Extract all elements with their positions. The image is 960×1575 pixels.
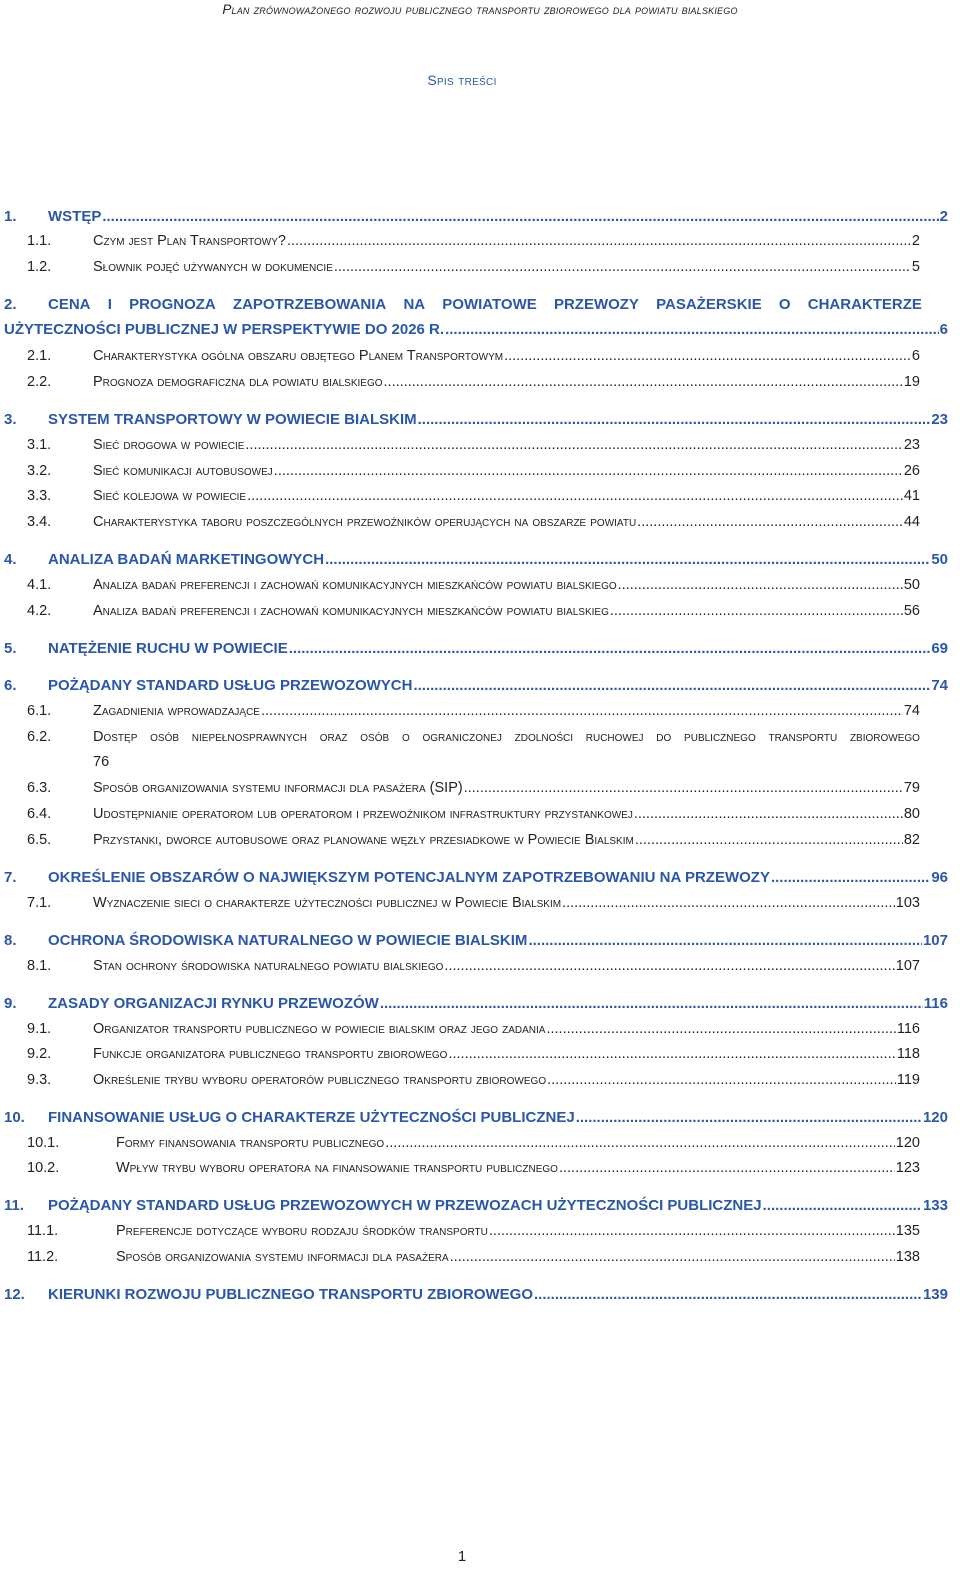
toc-entry-title: FINANSOWANIE USŁUG O CHARAKTERZE UŻYTECZNOŚCI PUBLICZNEJ [48, 1109, 575, 1126]
toc-entry-title: Wyznaczenie sieci o charakterze użyteczności publicznej w Powiecie Bialskim [93, 895, 562, 911]
toc-entry[interactable] [0, 703, 960, 725]
toc-entry-number: 10.1. [27, 1135, 60, 1151]
toc-entry-title: Sieć komunikacji autobusowej [93, 463, 273, 479]
toc-entry-title: Sieć drogowa w powiecie [93, 437, 245, 453]
toc-entry-number: 6.5. [27, 832, 52, 848]
toc-leader-dots [464, 780, 903, 796]
toc-entry-number: 7. [4, 869, 17, 886]
toc-entry-number: 1.1. [27, 233, 52, 249]
toc-entry[interactable] [0, 677, 960, 699]
toc-entry[interactable] [0, 348, 960, 370]
toc-entry-number: 9.1. [27, 1021, 52, 1037]
toc-entry-text [93, 374, 920, 390]
toc-leader-dots [771, 869, 930, 886]
toc-entry-number: 5. [4, 640, 17, 657]
toc-entry-text [48, 932, 948, 949]
toc-entry[interactable] [0, 259, 960, 281]
toc-entry[interactable] [0, 551, 960, 573]
toc-entry-text [48, 1109, 948, 1126]
toc-leader-dots [559, 1160, 895, 1176]
toc-entry-title: Prognoza demograficzna dla powiatu bialskiego [93, 374, 383, 390]
toc-entry-title: ANALIZA BADAŃ MARKETINGOWYCH [48, 551, 325, 568]
toc-entry-text [93, 437, 920, 453]
toc-entry-text [93, 780, 920, 796]
toc-leader-dots [418, 411, 931, 428]
toc-entry-text [93, 958, 920, 974]
toc-entry-number: 11.1. [27, 1223, 59, 1239]
toc-entry[interactable] [0, 208, 960, 230]
toc-leader-dots [618, 577, 903, 593]
toc-entry-page: 120 [895, 1135, 920, 1151]
toc-entry-number: 12. [4, 1286, 25, 1303]
toc-leader-dots [385, 1135, 895, 1151]
toc-leader-dots [448, 1046, 895, 1062]
toc-entry-number: 2. [4, 296, 17, 313]
toc-entry-page: 103 [895, 895, 920, 911]
toc-entry[interactable] [0, 729, 960, 779]
toc-entry-text [116, 1135, 920, 1151]
toc-entry-page: 23 [931, 411, 948, 428]
toc-entry-title: Funkcje organizatora publicznego transportu zbiorowego [93, 1046, 448, 1062]
toc-entry-page: 139 [922, 1286, 948, 1303]
toc-leader-dots [261, 703, 903, 719]
toc-leader-dots [380, 995, 923, 1012]
toc-entry-title: Czym jest Plan Transportowy? [93, 233, 286, 249]
toc-entry-page: 138 [895, 1249, 920, 1265]
toc-entry-text [93, 895, 920, 911]
toc-entry-number: 4.2. [27, 603, 52, 619]
toc-leader-dots [547, 1072, 896, 1088]
toc-entry-text [93, 514, 920, 530]
toc-entry-page: 79 [903, 780, 920, 796]
toc-entry-page: 120 [922, 1109, 948, 1126]
toc-leader-dots [504, 348, 911, 364]
toc-entry-title: Sieć kolejowa w powiecie [93, 488, 247, 504]
toc-leader-dots [325, 551, 930, 568]
toc-entry[interactable] [0, 463, 960, 485]
toc-entry-number: 8. [4, 932, 17, 949]
toc-entry-page: 69 [931, 640, 948, 657]
toc-entry-number: 6.2. [27, 729, 52, 745]
toc-entry-number: 10. [4, 1109, 25, 1126]
toc-entry-page: 107 [922, 932, 948, 949]
toc-entry[interactable] [0, 1021, 960, 1043]
toc-entry-text [93, 603, 920, 619]
toc-entry-number: 9.3. [27, 1072, 52, 1088]
toc-leader-dots [635, 832, 903, 848]
toc-leader-dots [546, 1021, 895, 1037]
toc-entry-number: 2.1. [27, 348, 52, 364]
toc-entry-number: 1.2. [27, 259, 52, 275]
toc-entry-title: OKREŚLENIE OBSZARÓW O NAJWIĘKSZYM POTENCJALNYM ZAPOTRZEBOWANIU NA PRZEWOZY [48, 869, 770, 886]
toc-entry-text [48, 995, 948, 1012]
toc-entry-text [48, 411, 948, 428]
toc-entry-text [93, 806, 920, 822]
toc-entry-page: 135 [895, 1223, 920, 1239]
toc-entry-page: 19 [903, 374, 920, 390]
toc-entry-title-line1: CENA I PROGNOZA ZAPOTRZEBOWANIA NA POWIATOWE PRZEWOZY PASAŻERSKIE O CHARAKTERZE [48, 296, 922, 313]
toc-entry-title: Sposób organizowania systemu informacji dla pasażera (SIP) [93, 780, 463, 796]
toc-entry-text [48, 208, 948, 225]
toc-entry-text [93, 1021, 920, 1037]
toc-entry-title: Preferencje dotyczące wyboru rodzaju środków transportu [116, 1223, 488, 1239]
toc-entry-number: 9.2. [27, 1046, 52, 1062]
toc-entry-page: 96 [931, 869, 948, 886]
toc-entry-text [116, 1160, 920, 1176]
toc-entry-page: 6 [939, 321, 948, 338]
toc-entry-number: 7.1. [27, 895, 52, 911]
toc-leader-dots [450, 1249, 895, 1265]
toc-entry-title: Przystanki, dworce autobusowe oraz planowane węzły przesiadkowe w Powiecie Bialskim [93, 832, 634, 848]
toc-entry-title: Stan ochrony środowiska naturalnego powiatu bialskiego [93, 958, 444, 974]
toc-entry-text [93, 348, 920, 364]
toc-entry[interactable] [0, 488, 960, 510]
toc-entry-page: 76 [93, 754, 110, 770]
toc-entry-page: 123 [895, 1160, 920, 1176]
toc-entry-page: 2 [939, 208, 948, 225]
toc-leader-dots [444, 958, 894, 974]
toc-entry-page: 133 [922, 1197, 948, 1214]
toc-entry-page: 56 [903, 603, 920, 619]
toc-entry[interactable] [0, 932, 960, 954]
toc-entry-text [93, 488, 920, 504]
toc-entry-text [93, 259, 920, 275]
toc-entry-number: 9. [4, 995, 17, 1012]
toc-entry-title-line2 [4, 321, 948, 338]
toc-entry-title: KIERUNKI ROZWOJU PUBLICZNEGO TRANSPORTU ZBIOROWEGO [48, 1286, 533, 1303]
toc-entry-title: POŻĄDANY STANDARD USŁUG PRZEWOZOWYCH [48, 677, 413, 694]
toc-entry[interactable] [0, 603, 960, 625]
toc-entry-page: 50 [903, 577, 920, 593]
toc-entry-page: 118 [896, 1046, 920, 1062]
toc-entry[interactable] [0, 640, 960, 662]
toc-entry[interactable] [0, 437, 960, 459]
toc-entry-title: Sposób organizowania systemu informacji dla pasażera [116, 1249, 449, 1265]
toc-leader-dots [576, 1109, 922, 1126]
toc-leader-dots [102, 208, 938, 225]
toc-entry-number: 3.1. [27, 437, 52, 453]
toc-entry-page: 119 [896, 1072, 920, 1088]
toc-entry-text [93, 463, 920, 479]
toc-entry-title: Charakterystyka taboru poszczególnych przewoźników operujących na obszarze powiatu [93, 514, 637, 530]
toc-entry-number: 4.1. [27, 577, 52, 593]
toc-entry-page: 2 [911, 233, 920, 249]
toc-leader-dots [384, 374, 903, 390]
toc-entry-title: ZASADY ORGANIZACJI RYNKU PRZEWOZÓW [48, 995, 379, 1012]
toc-entry-title: UŻYTECZNOŚCI PUBLICZNEJ W PERSPEKTYWIE DO 2026 R. [4, 321, 445, 338]
toc-entry-text [116, 1223, 920, 1239]
toc-entry-title: Wpływ trybu wyboru operatora na finansowanie transportu publicznego [116, 1160, 558, 1176]
toc-entry-page: 5 [911, 259, 920, 275]
toc-entry-page: 74 [903, 703, 920, 719]
toc-entry-number: 1. [4, 208, 17, 225]
toc-entry[interactable] [0, 1046, 960, 1068]
toc-entry-title: Analiza badań preferencji i zachowań komunikacyjnych mieszkańców powiatu bialskieg [93, 603, 609, 619]
toc-entry-text [116, 1249, 920, 1265]
toc-entry-number: 6.1. [27, 703, 52, 719]
toc-entry-page: 6 [911, 348, 920, 364]
toc-entry[interactable] [0, 1160, 960, 1182]
toc-entry-text [48, 869, 948, 886]
toc-entry[interactable] [0, 1249, 960, 1271]
toc-entry[interactable] [0, 374, 960, 396]
toc-leader-dots [489, 1223, 895, 1239]
toc-entry-title: Analiza badań preferencji i zachowań komunikacyjnych mieszkańców powiatu bialskiego [93, 577, 617, 593]
toc-entry[interactable] [0, 514, 960, 536]
toc-entry-text [93, 832, 920, 848]
running-header: Plan zrównoważonego rozwoju publicznego transportu zbiorowego dla powiatu bialskiego [222, 2, 738, 17]
toc-entry-title: Organizator transportu publicznego w powiecie bialskim oraz jego zadania [93, 1021, 546, 1037]
toc-leader-dots [413, 677, 930, 694]
toc-entry-number: 10.2. [27, 1160, 60, 1176]
toc-leader-dots [287, 233, 911, 249]
toc-entry-page: 44 [903, 514, 920, 530]
toc-leader-dots [562, 895, 895, 911]
toc-entry-title: WSTĘP [48, 208, 102, 225]
toc-entry-title: Określenie trybu wyboru operatorów publicznego transportu zbiorowego [93, 1072, 547, 1088]
toc-entry-text [93, 233, 920, 249]
toc-entry-title: NATĘŻENIE RUCHU W POWIECIE [48, 640, 288, 657]
toc-entry-number: 3.4. [27, 514, 52, 530]
toc-entry-text [48, 1286, 948, 1303]
toc-entry[interactable] [0, 577, 960, 599]
toc-entry-number: 11. [4, 1197, 25, 1214]
toc-entry-text [93, 1046, 920, 1062]
toc-entry-text [48, 1197, 948, 1214]
toc-leader-dots [445, 321, 939, 338]
toc-entry[interactable] [0, 1197, 960, 1219]
toc-entry-page: 41 [903, 488, 920, 504]
toc-entry-text [93, 577, 920, 593]
toc-entry-title: Charakterystyka ogólna obszaru objętego Planem Transportowym [93, 348, 504, 364]
toc-entry-page: 50 [931, 551, 948, 568]
toc-entry[interactable] [0, 869, 960, 891]
toc-entry[interactable] [0, 806, 960, 828]
toc-entry-page: 82 [903, 832, 920, 848]
page-number: 1 [457, 1548, 467, 1565]
toc-entry[interactable] [0, 958, 960, 980]
toc-entry[interactable] [0, 1072, 960, 1094]
toc-entry-title: Udostępnianie operatorom lub operatorom i przewoźnikom infrastruktury przystankowej [93, 806, 633, 822]
toc-entry-number: 2.2. [27, 374, 52, 390]
toc-entry[interactable] [0, 995, 960, 1017]
toc-entry-text [48, 640, 948, 657]
toc-entry-number: 3.2. [27, 463, 52, 479]
toc-entry-page: 107 [895, 958, 920, 974]
toc-entry-title: POŻĄDANY STANDARD USŁUG PRZEWOZOWYCH W PRZEWOZACH UŻYTECZNOŚCI PUBLICZNEJ [48, 1197, 762, 1214]
toc-entry-number: 6. [4, 677, 17, 694]
toc-entry-title: SYSTEM TRANSPORTOWY W POWIECIE BIALSKIM [48, 411, 417, 428]
toc-entry[interactable] [0, 832, 960, 854]
toc-leader-dots [245, 437, 902, 453]
toc-entry-number: 6.4. [27, 806, 52, 822]
toc-entry[interactable] [0, 895, 960, 917]
toc-entry-page: 26 [903, 463, 920, 479]
toc-entry-title: Zagadnienia wprowadzające [93, 703, 260, 719]
toc-entry-text [93, 703, 920, 719]
toc-title: Spis treści [427, 72, 497, 88]
toc-entry-number: 6.3. [27, 780, 52, 796]
toc-leader-dots [289, 640, 931, 657]
toc-entry-title: Formy finansowania transportu publicznego [116, 1135, 385, 1151]
toc-entry-page: 23 [903, 437, 920, 453]
toc-entry[interactable] [0, 780, 960, 802]
toc-entry-text [48, 677, 948, 694]
toc-leader-dots [637, 514, 903, 530]
toc-leader-dots [634, 806, 903, 822]
toc-entry[interactable] [0, 411, 960, 433]
toc-entry-text [48, 551, 948, 568]
toc-entry-number: 4. [4, 551, 17, 568]
toc-entry[interactable] [0, 233, 960, 255]
toc-leader-dots [528, 932, 922, 949]
toc-leader-dots [763, 1197, 922, 1214]
toc-entry[interactable] [0, 1109, 960, 1131]
toc-leader-dots [610, 603, 903, 619]
toc-entry-title: OCHRONA ŚRODOWISKA NATURALNEGO W POWIECIE BIALSKIM [48, 932, 528, 949]
toc-entry-number: 3. [4, 411, 17, 428]
toc-entry-number: 8.1. [27, 958, 52, 974]
toc-entry-page: 80 [903, 806, 920, 822]
toc-entry-text [93, 1072, 920, 1088]
toc-leader-dots [247, 488, 903, 504]
toc-entry[interactable] [0, 296, 960, 346]
toc-entry-title-line1: Dostęp osób niepełnosprawnych oraz osób o ograniczonej zdolności ruchowej do publicznego transportu zbiorowego [93, 729, 920, 745]
toc-leader-dots [274, 463, 903, 479]
toc-entry[interactable] [0, 1135, 960, 1157]
toc-entry-title: Słownik pojęć używanych w dokumencie [93, 259, 333, 275]
toc-entry-page: 116 [896, 1021, 920, 1037]
toc-entry[interactable] [0, 1286, 960, 1308]
toc-entry-page: 116 [923, 995, 948, 1012]
toc-leader-dots [534, 1286, 922, 1303]
toc-entry[interactable] [0, 1223, 960, 1245]
toc-entry-number: 3.3. [27, 488, 52, 504]
toc-entry-page: 74 [931, 677, 948, 694]
toc-leader-dots [334, 259, 911, 275]
toc-entry-number: 11.2. [27, 1249, 59, 1265]
